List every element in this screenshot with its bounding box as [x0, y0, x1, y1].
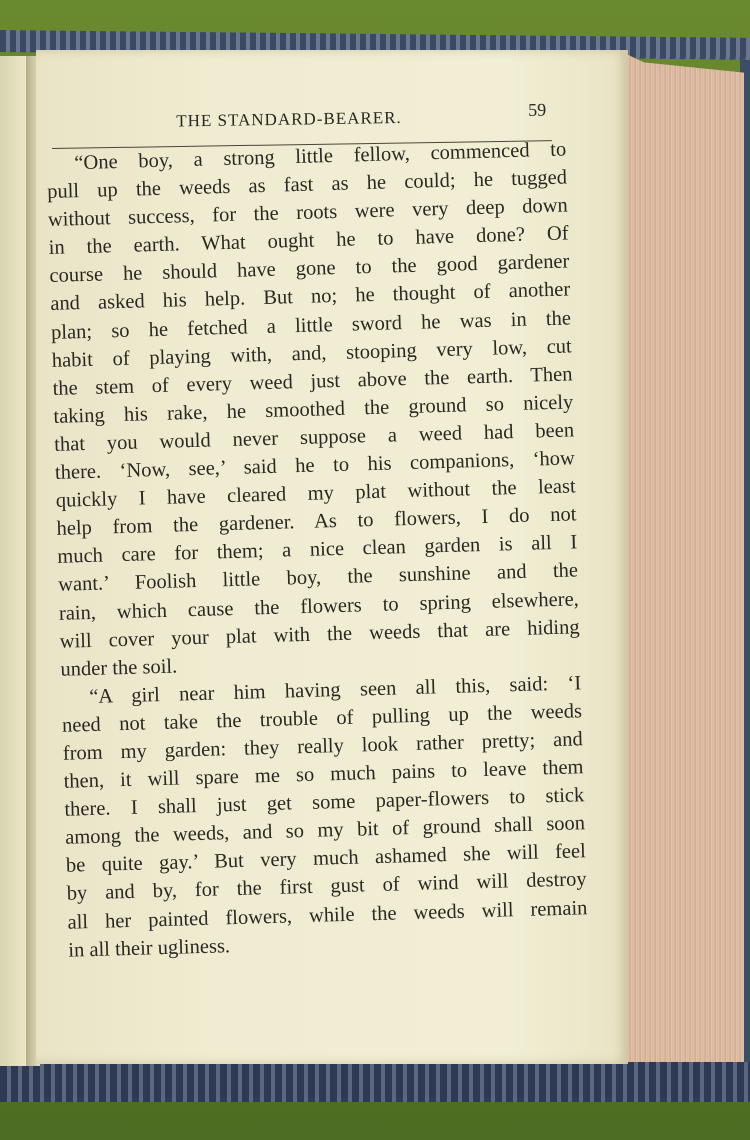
text-line: help from the gardener. As to flowers, I do not — [56, 503, 577, 541]
text-line: all her painted flowers, while the weeds will remain — [67, 896, 588, 934]
text-line: will cover your plat with the weeds that are hiding — [59, 615, 580, 653]
page-number: 59 — [527, 99, 547, 120]
text-line: want.’ Foolish little boy, the sunshine and the — [57, 559, 579, 597]
text-line: quickly I have cleared my plat without the least — [55, 475, 576, 512]
text-line: “A girl near him having seen all this, said: ‘I — [88, 672, 582, 708]
text-line: much care for them; a nice clean garden is all I — [57, 531, 578, 569]
running-title: THE STANDARD-BEARER. — [176, 107, 402, 131]
page-fore-edge — [622, 52, 744, 1086]
text-line: and asked his help. But no; he thought of another — [50, 278, 571, 316]
text-line: in the earth. What ought he to have done? Of — [48, 222, 569, 260]
text-line: then, it will spare me so much pains to leave them — [63, 756, 584, 793]
text-line: habit of playing with, and, stooping very low, cut — [51, 335, 572, 372]
text-line: be quite gay.’ But very much ashamed she will feel — [65, 840, 587, 878]
text-line: taking his rake, he smoothed the ground so nicely — [53, 391, 574, 428]
text-line: the stem of every weed just above the earth. Then — [52, 363, 573, 400]
text-line: under the soil. — [60, 655, 178, 681]
text-line: rain, which cause the flowers to spring elsewhere, — [58, 587, 580, 625]
text-line: there. I shall just get some paper-flowers to stick — [64, 784, 585, 821]
text-line: “One boy, a strong little fellow, commenced to — [74, 138, 567, 175]
text-line: plan; so he fetched a little sword he was in the — [50, 306, 572, 344]
body-text — [46, 135, 589, 964]
text-line: without success, for the roots were very deep down — [47, 194, 569, 232]
book-cover-bottom-edge — [0, 1062, 750, 1102]
text-line: that you would never suppose a weed had been — [53, 419, 575, 456]
text-line: in all their ugliness. — [68, 934, 231, 962]
text-line: pull up the weeds as fast as he could; he tugged — [46, 166, 568, 204]
text-line: need not take the trouble of pulling up the weeds — [61, 700, 583, 737]
text-line: by and by, for the first gust of wind will destroy — [66, 868, 587, 906]
text-line: among the weeds, and so my bit of ground shall soon — [64, 812, 586, 849]
text-line: course he should have gone to the good gardener — [49, 250, 570, 288]
text-line: from my garden: they really look rather pretty; and — [62, 728, 583, 765]
text-line: there. ‘Now, see,’ said he to his companions, ‘how — [54, 447, 576, 484]
